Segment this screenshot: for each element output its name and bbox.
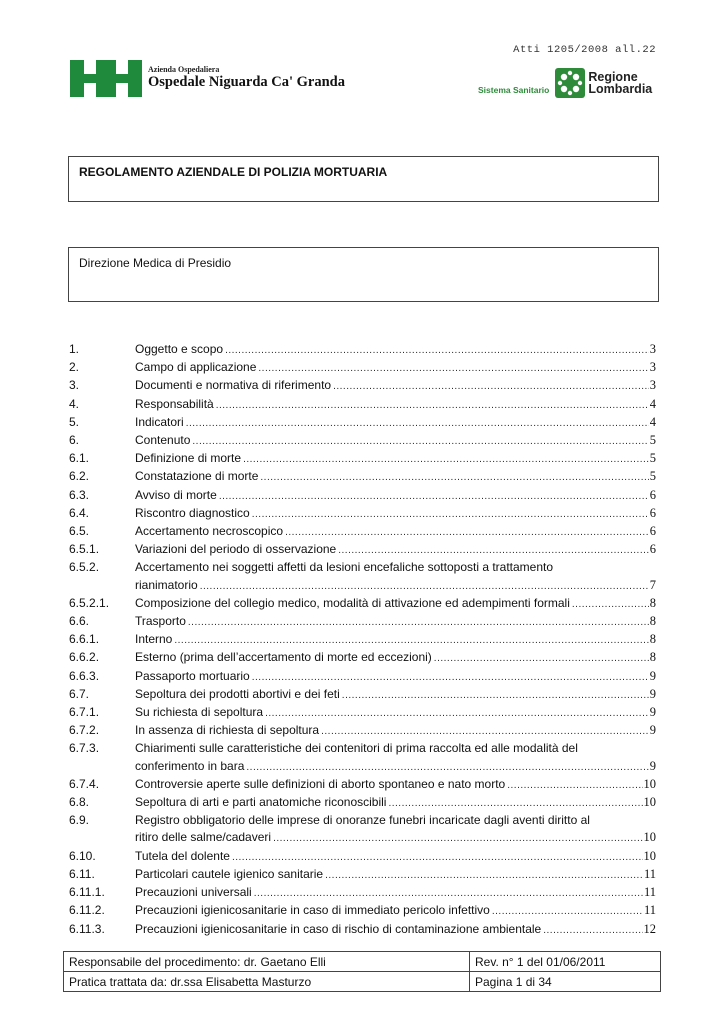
toc-leader-dots [285,524,649,541]
region-logo-line1: Regione [588,69,638,84]
toc-leader-dots [252,669,649,686]
toc-entry-title: Oggetto e scopo [135,342,224,356]
hospital-logo-line1: Azienda Ospedaliera [148,65,220,75]
toc-entry-number: 6.7.3. [69,741,100,756]
toc-entry[interactable] [69,686,656,704]
footer-responsible: Responsabile del procedimento: dr. Gaetano Elli [64,952,470,972]
toc-entry-number: 1. [69,342,80,356]
toc-entry-page: 5 [649,433,656,448]
toc-entry-page: 7 [649,577,656,592]
toc-leader-dots [258,360,648,377]
toc-entry-number: 3. [69,378,80,393]
toc-entry-title: Accertamento nei soggetti affetti da lesioni encefaliche sottoposti a trattamento [135,560,554,575]
toc-entry-page: 3 [649,342,656,356]
toc-entry[interactable] [69,668,656,686]
toc-entry-number: 6.6. [69,614,90,629]
lombardia-rose-icon [555,68,585,98]
toc-entry-title: Campo di applicazione [135,360,257,375]
toc-entry-number: 6.7. [69,686,90,701]
toc-entry[interactable] [69,921,656,939]
toc-entry-title: Accertamento necroscopico [135,524,284,539]
toc-entry-page: 5 [649,469,656,484]
department-box [68,247,659,302]
toc-entry-page: 3 [649,360,656,375]
toc-entry[interactable] [69,794,656,812]
toc-leader-dots [342,687,649,704]
sistema-sanitario-label: Sistema Sanitario [478,85,550,95]
toc-entry-title: Constatazione di morte [135,469,259,484]
toc-entry[interactable] [69,450,656,468]
toc-entry[interactable] [69,776,656,794]
toc-entry-title: Interno [135,632,173,647]
toc-entry-page: 8 [649,595,656,610]
toc-entry-page: 10 [643,795,656,810]
toc-entry-page: 9 [649,668,656,683]
table-of-contents [69,341,656,939]
toc-entry-title: Documenti e normativa di riferimento [135,378,332,393]
toc-entry[interactable] [69,902,656,920]
toc-entry[interactable] [69,884,656,902]
toc-leader-dots [333,378,649,395]
footer-table [63,951,661,992]
toc-entry-page: 12 [643,921,656,936]
toc-entry-title: Composizione del collegio medico, modalità di attivazione ed adempimenti formali [135,595,570,610]
toc-entry-page: 9 [649,723,656,738]
footer-revision: Rev. n° 1 del 01/06/2011 [470,952,661,972]
toc-entry-number: 6.6.1. [69,632,100,647]
toc-leader-dots [492,903,643,920]
toc-entry-number: 6.5.1. [69,542,100,557]
toc-entry-title: Riscontro diagnostico [135,505,250,520]
document-title-box [68,156,659,202]
toc-leader-dots [246,759,648,776]
toc-leader-dots [192,433,648,450]
toc-entry-title: Registro obbligatorio delle imprese di onoranze funebri incaricate dagli aventi diritto al [135,813,590,828]
toc-entry-number: 5. [69,414,80,429]
toc-entry[interactable] [69,341,656,359]
toc-entry[interactable] [69,722,656,740]
toc-entry-number: 6.3. [69,487,90,502]
toc-leader-dots [174,632,648,649]
region-logo-line2: Lombardia [588,82,653,96]
toc-entry-page: 8 [649,614,656,629]
toc-leader-dots [252,506,649,523]
toc-entry-page: 10 [643,776,656,791]
toc-entry-number: 6.2. [69,469,90,484]
toc-entry-number: 6.5. [69,524,90,539]
toc-entry-number: 6.11.3. [69,921,105,936]
toc-entry[interactable] [69,523,656,541]
toc-entry-title: Precauzioni igienicosanitarie in caso di rischio di contaminazione ambientale [135,921,542,936]
toc-entry-number: 6.11. [69,866,95,881]
toc-entry-title: Esterno (prima dell’accertamento di morte ed eccezioni) [135,650,432,665]
toc-leader-dots [216,397,649,414]
toc-leader-dots [388,795,642,812]
toc-entry-number: 6.5.2.1. [69,595,110,610]
toc-entry[interactable] [69,414,656,432]
toc-entry-number: 6.11.2. [69,903,105,918]
toc-entry-page: 9 [649,686,656,701]
toc-leader-dots [507,777,642,794]
toc-entry-title: Controversie aperte sulle definizioni di aborto spontaneo e nato morto [135,776,506,791]
toc-entry[interactable] [69,468,656,486]
toc-entry-page: 9 [649,705,656,720]
toc-entry-page: 6 [649,524,656,539]
toc-leader-dots [200,578,649,595]
toc-entry[interactable] [69,359,656,377]
region-logo [478,68,652,98]
toc-entry-page: 5 [649,451,656,466]
toc-entry-page: 10 [643,830,656,845]
toc-entry-page: 4 [649,396,656,411]
toc-entry-title: Avviso di morte [135,487,217,502]
toc-leader-dots [572,596,649,613]
toc-entry-number: 6.11.1. [69,885,105,900]
toc-entry-page: 4 [649,414,656,429]
toc-entry-number: 6.8. [69,795,90,810]
toc-entry-title: In assenza di richiesta di sepoltura [135,723,320,738]
toc-entry[interactable] [69,396,656,414]
toc-entry-page: 8 [649,632,656,647]
footer-row [64,972,661,992]
toc-entry-title: conferimento in bara [135,758,245,773]
toc-entry-title: Particolari cautele igienico sanitarie [135,866,324,881]
toc-entry-title: Indicatori [135,414,184,429]
toc-entry-title: Variazioni del periodo di osservazione [135,542,337,557]
toc-entry[interactable] [69,848,656,866]
toc-entry-title: Su richiesta di sepoltura [135,705,264,720]
toc-leader-dots [321,723,649,740]
toc-entry-title: Precauzioni igienicosanitarie in caso di immediato pericolo infettivo [135,903,490,918]
toc-entry-title: rianimatorio [135,577,198,592]
toc-entry-page: 11 [643,903,656,918]
toc-entry-number: 6.6.2. [69,650,100,665]
toc-entry-number: 2. [69,360,80,375]
toc-entry-number: 4. [69,396,80,411]
toc-entry-number: 6.9. [69,813,90,828]
toc-entry-page: 9 [649,758,656,773]
toc-entry[interactable] [69,559,656,594]
toc-entry-title: Contenuto [135,433,191,448]
toc-leader-dots [225,342,649,359]
toc-entry-title: ritiro delle salme/cadaveri [135,830,272,845]
toc-leader-dots [543,922,642,939]
toc-entry-title: Passaporto mortuario [135,668,250,683]
footer-row [64,952,661,972]
toc-entry[interactable] [69,866,656,884]
toc-entry-number: 6.1. [69,451,90,466]
toc-entry[interactable] [69,704,656,722]
toc-leader-dots [260,469,648,486]
toc-entry-title: Trasporto [135,614,186,629]
toc-leader-dots [186,415,649,432]
toc-entry-number: 6.7.2. [69,723,100,738]
toc-entry[interactable] [69,613,656,631]
toc-entry[interactable] [69,505,656,523]
toc-entry-page: 3 [649,378,656,393]
footer-page-number: Pagina 1 di 34 [470,972,661,992]
toc-entry-number: 6.7.4. [69,776,100,791]
toc-leader-dots [254,885,643,902]
toc-entry-title: Precauzioni universali [135,885,252,900]
toc-leader-dots [188,614,649,631]
toc-entry-page: 10 [643,848,656,863]
toc-entry-title: Sepoltura dei prodotti abortivi e dei feti [135,686,340,701]
toc-entry-number: 6. [69,433,80,448]
footer-handled-by: Pratica trattata da: dr.ssa Elisabetta Masturzo [64,972,470,992]
niguarda-logo-icon [70,60,142,97]
toc-entry-number: 6.6.3. [69,668,100,683]
toc-entry[interactable] [69,487,656,505]
toc-entry-title: Chiarimenti sulle caratteristiche dei contenitori di prima raccolta ed alle modalità del [135,741,578,756]
toc-leader-dots [243,451,649,468]
document-reference: Atti 1205/2008 all.22 [513,44,656,56]
toc-entry-number: 6.4. [69,505,90,520]
toc-leader-dots [219,488,649,505]
toc-entry-title: Sepoltura di arti e parti anatomiche riconoscibili [135,795,387,810]
toc-entry-page: 6 [649,542,656,557]
hospital-logo-line2: Ospedale Niguarda Ca' Granda [148,73,345,90]
toc-entry[interactable] [69,541,656,559]
toc-entry[interactable] [69,432,656,450]
toc-leader-dots [265,705,649,722]
department-name: Direzione Medica di Presidio [79,256,232,270]
toc-entry-title: Responsabilità [135,396,214,411]
toc-entry[interactable] [69,812,656,847]
toc-entry-page: 6 [649,487,656,502]
toc-entry-number: 6.5.2. [69,560,100,575]
toc-entry-page: 11 [643,866,656,881]
hospital-logo [70,60,345,97]
toc-entry-page: 8 [649,650,656,665]
toc-entry[interactable] [69,740,656,775]
toc-entry-number: 6.10. [69,848,96,863]
toc-entry-number: 6.7.1. [69,705,100,720]
toc-entry-page: 6 [649,505,656,520]
toc-entry-page: 11 [643,885,656,900]
toc-entry[interactable] [69,631,656,649]
toc-leader-dots [232,849,643,866]
toc-entry[interactable] [69,595,656,613]
toc-leader-dots [338,542,649,559]
toc-leader-dots [325,867,643,884]
toc-entry-title: Definizione di morte [135,451,242,466]
toc-leader-dots [434,650,649,667]
document-title: REGOLAMENTO AZIENDALE DI POLIZIA MORTUARIA [79,165,388,179]
toc-entry[interactable] [69,649,656,667]
toc-leader-dots [273,830,642,847]
toc-entry[interactable] [69,377,656,395]
toc-entry-title: Tutela del dolente [135,848,230,863]
